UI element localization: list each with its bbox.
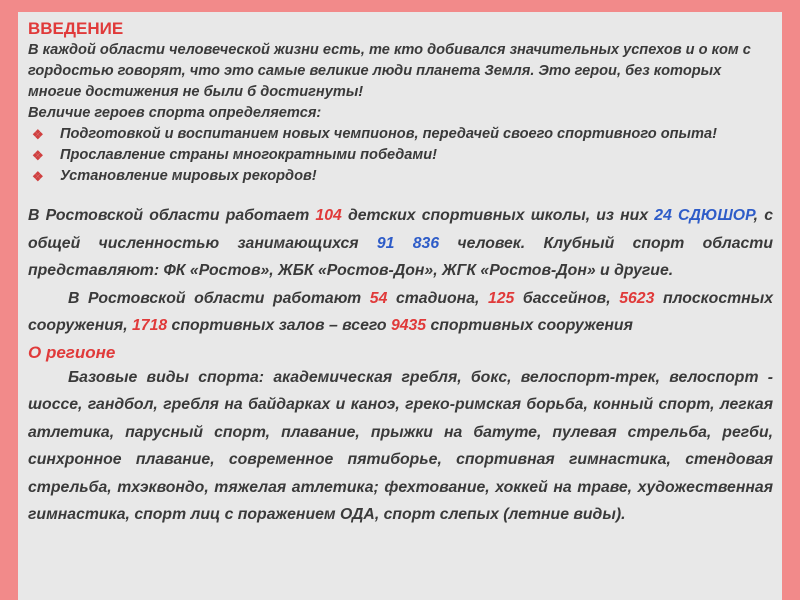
- participants-count: 91 836: [376, 234, 440, 252]
- text-span: бассейнов,: [514, 289, 620, 307]
- intro-bullet-list: [28, 124, 773, 187]
- text-span: В Ростовской области работают: [68, 289, 370, 307]
- bullet-item: [28, 124, 773, 145]
- sdyushor-count: 24 СДЮШОР: [654, 207, 754, 224]
- intro-paragraph: В каждой области человеческой жизни есть, те кто добивался значительных успехов и о ком с гордостью говорят, что это самые великие люди планета Земля. Это герои, без которых многие достижения не были б достигнуты!: [28, 42, 751, 100]
- diamond-bullet-icon: ❖: [32, 127, 44, 142]
- region-paragraph: Базовые виды спорта: академическая гребля, бокс, велоспорт-трек, велоспорт - шоссе, гандбол, гребля на байдарках и каноэ, греко-римская борьба, конный спорт, легкая атлетика, парусный спорт, плавание, прыжки на батуте, пулевая стрельба, регби, синхронное плавание, современное пятиборье, спортивная гимнастика, стендовая стрельба, тхэквондо, тяжелая атлетика; фехтование, хоккей на траве, художественная гимнастика, спорт лиц с поражением ОДА, спорт слепых (летние виды).: [28, 368, 773, 523]
- stadium-count: 54: [369, 289, 388, 307]
- bullet-item: [28, 166, 773, 187]
- text-span: плоскостных сооружения,: [28, 289, 773, 334]
- intro-title: ВВЕДЕНИЕ: [28, 19, 124, 38]
- intro-lead: Величие героев спорта определяется:: [28, 105, 322, 121]
- bullet-text: Прославление страны многократными победами!: [60, 147, 437, 163]
- facilities-paragraph: [28, 285, 773, 340]
- slide: [18, 12, 782, 600]
- sport-hall-count: 1718: [132, 317, 168, 334]
- bullet-item: [28, 145, 773, 166]
- text-span: человек. Клубный спорт области представляют: ФК «Ростов», ЖБК «Ростов-Дон», ЖГК «Ростов-Дон» и другие.: [28, 234, 773, 279]
- text-span: стадиона,: [387, 289, 488, 307]
- text-span: В Ростовской области работает: [28, 207, 316, 224]
- schools-paragraph: [28, 202, 773, 285]
- intro-section: [28, 18, 773, 187]
- pool-count: 125: [487, 289, 515, 307]
- text-span: спортивных сооружения: [426, 317, 633, 334]
- diamond-bullet-icon: ❖: [32, 169, 44, 184]
- bullet-text: Установление мировых рекордов!: [60, 168, 317, 184]
- region-title: О регионе: [28, 342, 116, 362]
- text-span: спортивных залов – всего: [167, 317, 391, 334]
- plane-facility-count: 5623: [619, 289, 655, 307]
- text-span: детских спортивных школы, из них: [341, 207, 655, 224]
- text-span: , с общей численностью занимающихся: [28, 207, 773, 252]
- total-facility-count: 9435: [390, 317, 427, 334]
- diamond-bullet-icon: ❖: [32, 148, 44, 163]
- bullet-text: Подготовкой и воспитанием новых чемпионов, передачей своего спортивного опыта!: [60, 126, 717, 142]
- main-section: [28, 202, 773, 529]
- school-count: 104: [315, 207, 342, 224]
